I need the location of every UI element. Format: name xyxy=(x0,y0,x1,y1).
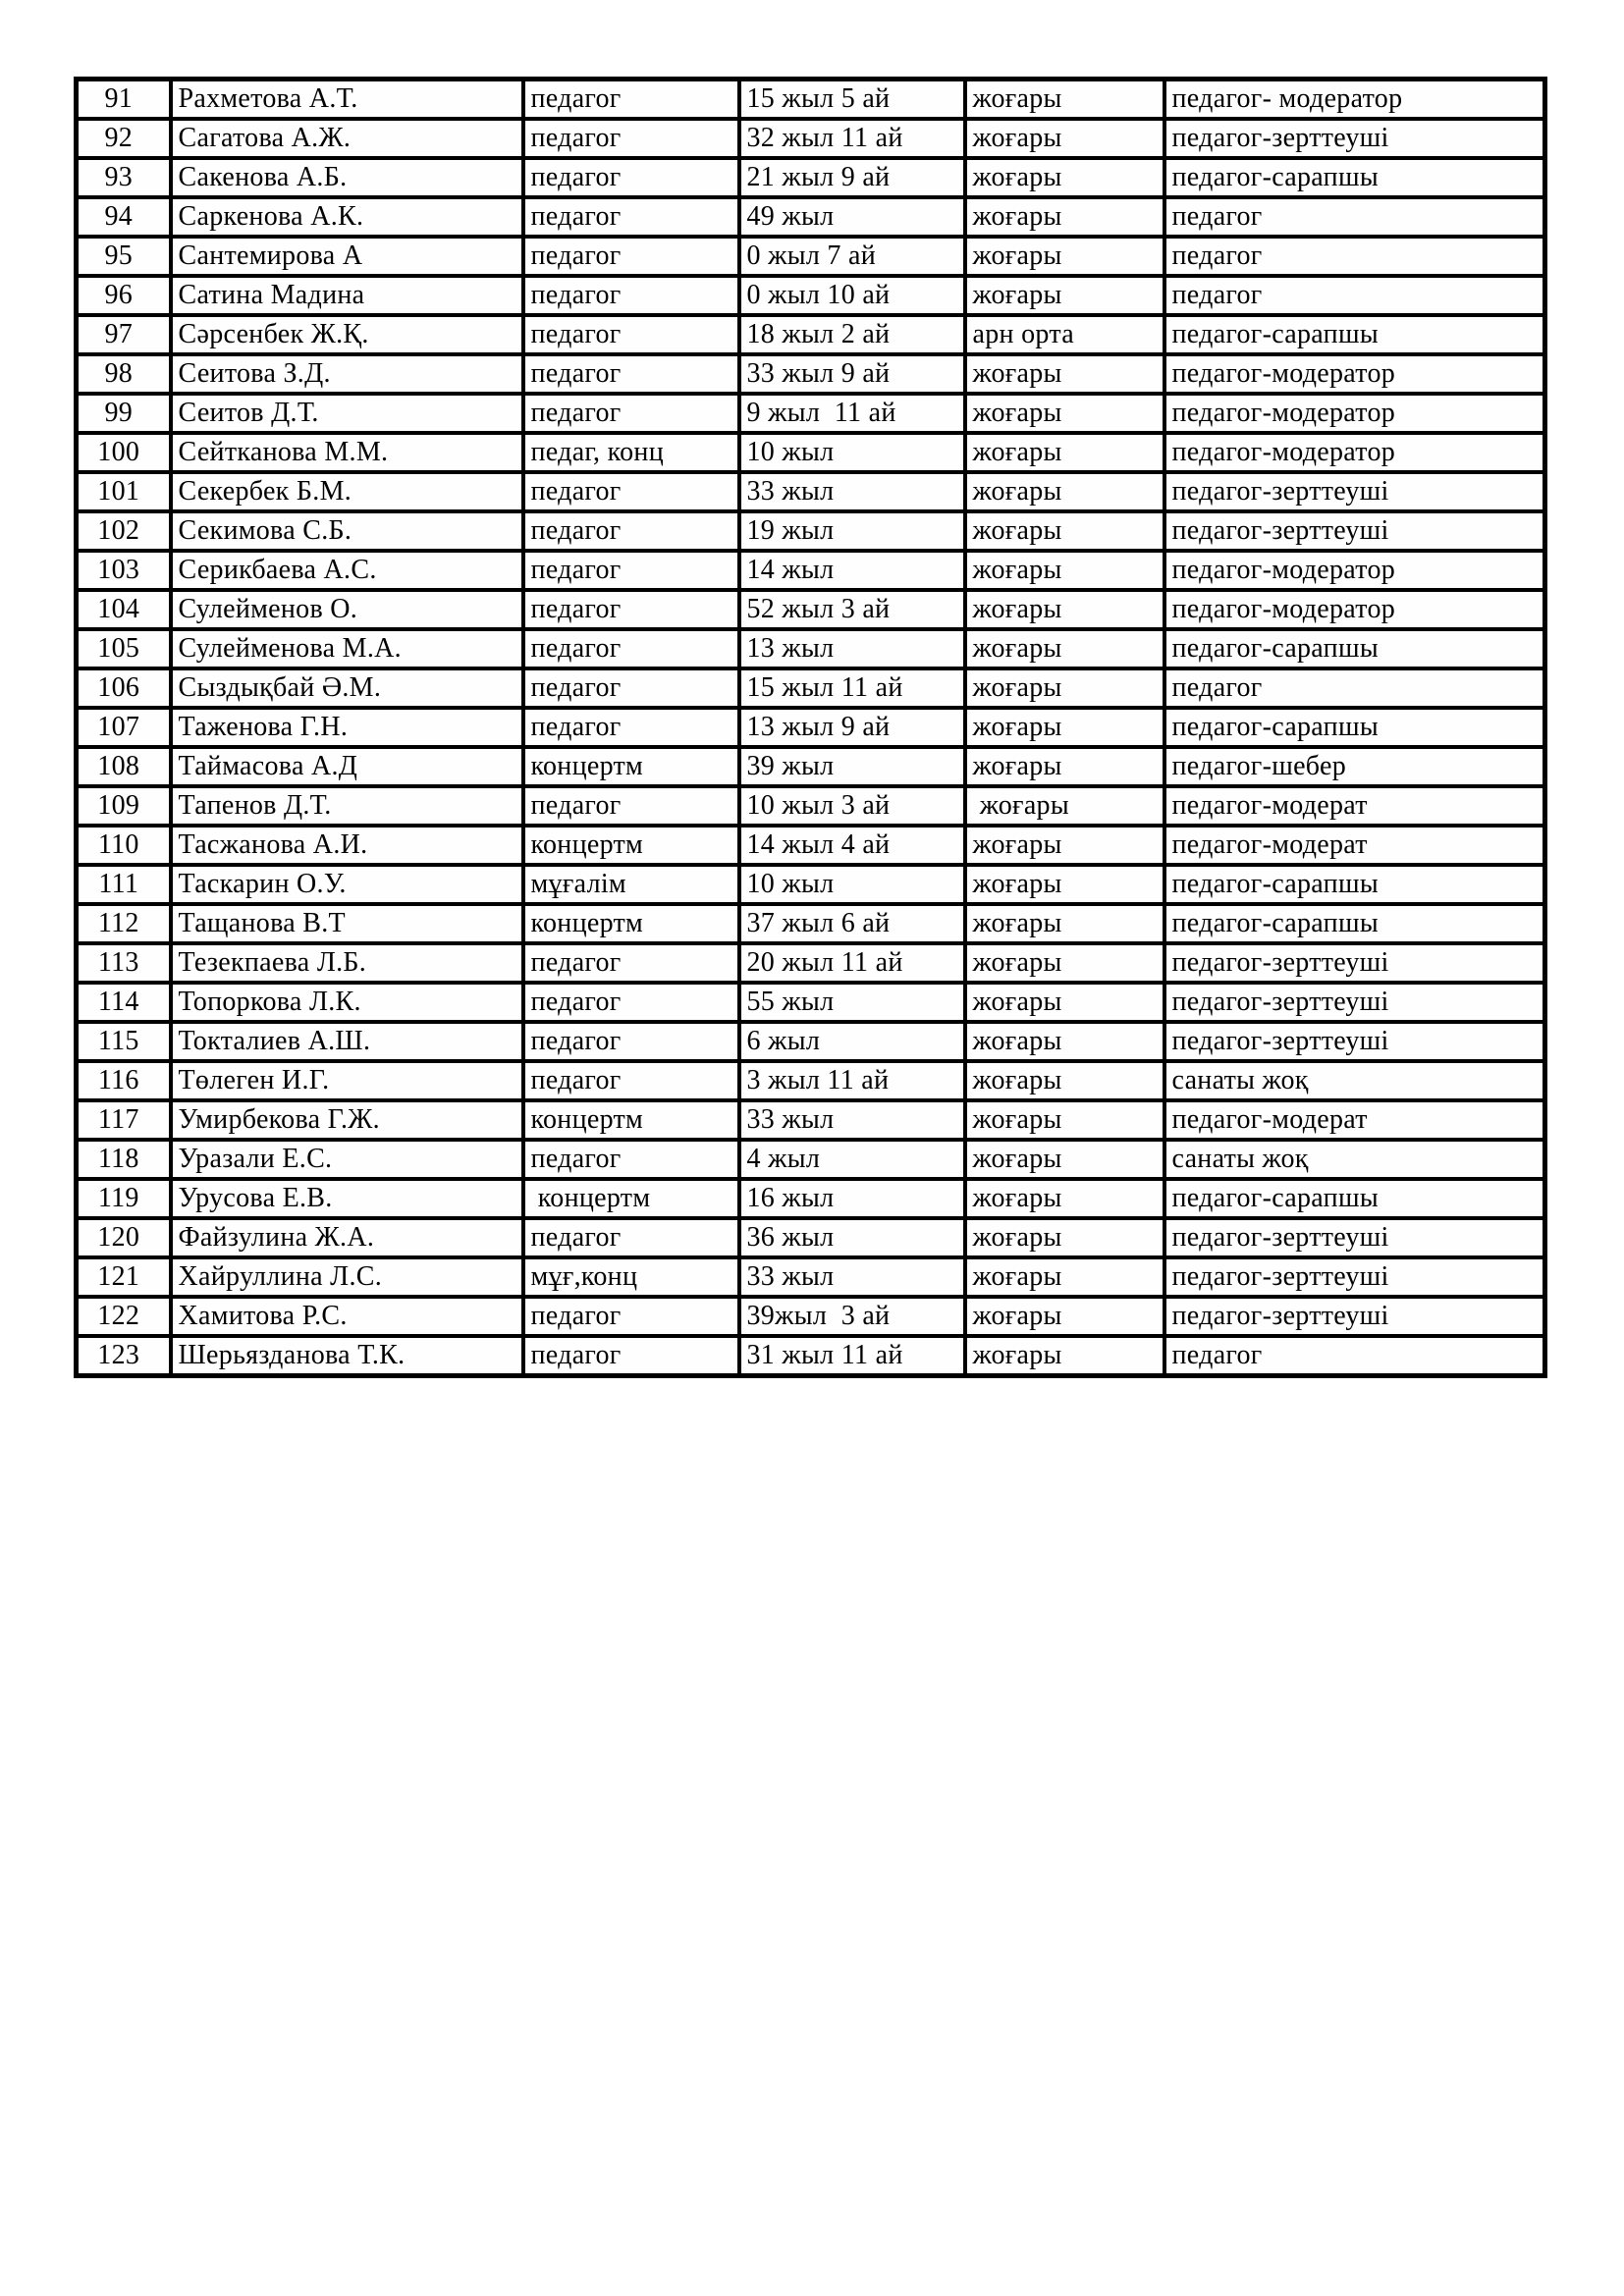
cell-number: 110 xyxy=(77,826,171,865)
cell-experience: 4 жыл xyxy=(739,1140,965,1179)
cell-position: педагог xyxy=(523,943,739,983)
cell-name: Сакенова А.Б. xyxy=(171,158,523,197)
cell-number: 123 xyxy=(77,1336,171,1376)
cell-position: концертм xyxy=(523,1100,739,1140)
cell-category: педагог-сарапшы xyxy=(1164,708,1545,747)
table-row xyxy=(77,943,1545,983)
cell-name: Сантемирова А xyxy=(171,237,523,276)
cell-experience: 0 жыл 7 ай xyxy=(739,237,965,276)
cell-experience: 0 жыл 10 ай xyxy=(739,276,965,315)
cell-position: педагог xyxy=(523,551,739,590)
cell-name: Сатина Мадина xyxy=(171,276,523,315)
cell-category: педагог-шебер xyxy=(1164,747,1545,786)
cell-position: педагог xyxy=(523,237,739,276)
cell-experience: 32 жыл 11 ай xyxy=(739,119,965,158)
cell-number: 121 xyxy=(77,1257,171,1297)
cell-number: 103 xyxy=(77,551,171,590)
cell-experience: 16 жыл xyxy=(739,1179,965,1218)
table-row xyxy=(77,551,1545,590)
cell-name: Серикбаева А.С. xyxy=(171,551,523,590)
cell-position: педагог xyxy=(523,668,739,708)
cell-experience: 14 жыл 4 ай xyxy=(739,826,965,865)
cell-education: жоғары xyxy=(965,197,1164,237)
cell-position: педагог xyxy=(523,119,739,158)
cell-education: жоғары xyxy=(965,1061,1164,1100)
cell-education: жоғары xyxy=(965,1257,1164,1297)
cell-experience: 13 жыл xyxy=(739,629,965,668)
cell-experience: 33 жыл xyxy=(739,1257,965,1297)
table-row xyxy=(77,629,1545,668)
cell-name: Урусова Е.В. xyxy=(171,1179,523,1218)
cell-education: жоғары xyxy=(965,1100,1164,1140)
cell-position: концертм xyxy=(523,747,739,786)
cell-experience: 15 жыл 5 ай xyxy=(739,80,965,120)
cell-experience: 14 жыл xyxy=(739,551,965,590)
cell-category: педагог-модератор xyxy=(1164,354,1545,394)
cell-category: педагог-зерттеуші xyxy=(1164,511,1545,551)
cell-name: Тезекпаева Л.Б. xyxy=(171,943,523,983)
cell-position: педагог xyxy=(523,629,739,668)
cell-education: жоғары xyxy=(965,1140,1164,1179)
cell-number: 115 xyxy=(77,1022,171,1061)
cell-category: педагог-модерат xyxy=(1164,826,1545,865)
cell-name: Сеитова З.Д. xyxy=(171,354,523,394)
table-row xyxy=(77,276,1545,315)
cell-name: Сулейменова М.А. xyxy=(171,629,523,668)
cell-category: педагог xyxy=(1164,276,1545,315)
cell-number: 108 xyxy=(77,747,171,786)
cell-education: жоғары xyxy=(965,904,1164,943)
cell-name: Секимова С.Б. xyxy=(171,511,523,551)
cell-category: педагог-сарапшы xyxy=(1164,865,1545,904)
cell-name: Сеитов Д.Т. xyxy=(171,394,523,433)
cell-education: жоғары xyxy=(965,786,1164,826)
table-row xyxy=(77,1297,1545,1336)
cell-position: педагог xyxy=(523,1297,739,1336)
cell-education: жоғары xyxy=(965,276,1164,315)
cell-name: Рахметова А.Т. xyxy=(171,80,523,120)
cell-position: концертм xyxy=(523,826,739,865)
cell-experience: 37 жыл 6 ай xyxy=(739,904,965,943)
cell-experience: 52 жыл 3 ай xyxy=(739,590,965,629)
cell-education: жоғары xyxy=(965,708,1164,747)
cell-name: Файзулина Ж.А. xyxy=(171,1218,523,1257)
cell-position: педагог xyxy=(523,708,739,747)
cell-number: 111 xyxy=(77,865,171,904)
cell-category: санаты жоқ xyxy=(1164,1140,1545,1179)
cell-education: жоғары xyxy=(965,1297,1164,1336)
cell-number: 117 xyxy=(77,1100,171,1140)
table-row xyxy=(77,865,1545,904)
table-row xyxy=(77,1336,1545,1376)
cell-category: педагог-модератор xyxy=(1164,590,1545,629)
cell-education: жоғары xyxy=(965,1022,1164,1061)
cell-number: 102 xyxy=(77,511,171,551)
cell-education: жоғары xyxy=(965,119,1164,158)
table-row xyxy=(77,1140,1545,1179)
cell-experience: 10 жыл xyxy=(739,865,965,904)
cell-position: педагог xyxy=(523,472,739,511)
cell-education: жоғары xyxy=(965,551,1164,590)
cell-category: педагог-модератор xyxy=(1164,551,1545,590)
table-row xyxy=(77,983,1545,1022)
cell-experience: 33 жыл xyxy=(739,1100,965,1140)
cell-education: жоғары xyxy=(965,668,1164,708)
cell-education: жоғары xyxy=(965,983,1164,1022)
cell-category: педагог-сарапшы xyxy=(1164,315,1545,354)
cell-category: педагог-модератор xyxy=(1164,394,1545,433)
cell-number: 118 xyxy=(77,1140,171,1179)
cell-category: санаты жоқ xyxy=(1164,1061,1545,1100)
cell-name: Таженова Г.Н. xyxy=(171,708,523,747)
cell-number: 120 xyxy=(77,1218,171,1257)
cell-number: 105 xyxy=(77,629,171,668)
cell-number: 99 xyxy=(77,394,171,433)
cell-position: педагог xyxy=(523,315,739,354)
cell-category: педагог- модератор xyxy=(1164,80,1545,120)
cell-category: педагог-зерттеуші xyxy=(1164,119,1545,158)
table-row xyxy=(77,708,1545,747)
cell-name: Сулейменов О. xyxy=(171,590,523,629)
cell-category: педагог-зерттеуші xyxy=(1164,1297,1545,1336)
cell-number: 106 xyxy=(77,668,171,708)
cell-number: 104 xyxy=(77,590,171,629)
cell-position: педагог xyxy=(523,158,739,197)
table-row xyxy=(77,197,1545,237)
table-row xyxy=(77,433,1545,472)
cell-category: педагог-зерттеуші xyxy=(1164,1218,1545,1257)
cell-name: Таймасова А.Д xyxy=(171,747,523,786)
cell-category: педагог-зерттеуші xyxy=(1164,1022,1545,1061)
cell-name: Топоркова Л.К. xyxy=(171,983,523,1022)
cell-number: 98 xyxy=(77,354,171,394)
cell-experience: 10 жыл xyxy=(739,433,965,472)
cell-education: жоғары xyxy=(965,394,1164,433)
cell-education: жоғары xyxy=(965,80,1164,120)
cell-education: жоғары xyxy=(965,511,1164,551)
cell-experience: 20 жыл 11 ай xyxy=(739,943,965,983)
cell-education: жоғары xyxy=(965,354,1164,394)
table-row xyxy=(77,511,1545,551)
cell-education: жоғары xyxy=(965,1218,1164,1257)
cell-category: педагог xyxy=(1164,197,1545,237)
table-row xyxy=(77,1061,1545,1100)
cell-experience: 55 жыл xyxy=(739,983,965,1022)
cell-experience: 3 жыл 11 ай xyxy=(739,1061,965,1100)
cell-position: педагог xyxy=(523,80,739,120)
cell-education: жоғары xyxy=(965,1179,1164,1218)
table-row xyxy=(77,1022,1545,1061)
cell-position: педагог xyxy=(523,394,739,433)
cell-name: Уразали Е.С. xyxy=(171,1140,523,1179)
cell-number: 97 xyxy=(77,315,171,354)
cell-experience: 18 жыл 2 ай xyxy=(739,315,965,354)
cell-position: педагог xyxy=(523,1336,739,1376)
cell-experience: 31 жыл 11 ай xyxy=(739,1336,965,1376)
cell-name: Саркенова А.К. xyxy=(171,197,523,237)
cell-number: 112 xyxy=(77,904,171,943)
table-row xyxy=(77,1100,1545,1140)
cell-category: педагог-модерат xyxy=(1164,786,1545,826)
cell-experience: 36 жыл xyxy=(739,1218,965,1257)
cell-name: Сагатова А.Ж. xyxy=(171,119,523,158)
cell-name: Тащанова В.Т xyxy=(171,904,523,943)
cell-position: педагог xyxy=(523,354,739,394)
table-row xyxy=(77,1179,1545,1218)
cell-name: Сәрсенбек Ж.Қ. xyxy=(171,315,523,354)
cell-category: педагог-зерттеуші xyxy=(1164,1257,1545,1297)
cell-position: педагог xyxy=(523,1022,739,1061)
cell-education: жоғары xyxy=(965,158,1164,197)
cell-number: 122 xyxy=(77,1297,171,1336)
cell-category: педагог-модерат xyxy=(1164,1100,1545,1140)
cell-category: педагог-сарапшы xyxy=(1164,158,1545,197)
cell-experience: 13 жыл 9 ай xyxy=(739,708,965,747)
table-row xyxy=(77,315,1545,354)
cell-education: жоғары xyxy=(965,943,1164,983)
cell-number: 93 xyxy=(77,158,171,197)
cell-education: жоғары xyxy=(965,826,1164,865)
cell-category: педагог-сарапшы xyxy=(1164,629,1545,668)
cell-experience: 33 жыл 9 ай xyxy=(739,354,965,394)
cell-experience: 39 жыл xyxy=(739,747,965,786)
cell-category: педагог xyxy=(1164,1336,1545,1376)
cell-category: педагог-сарапшы xyxy=(1164,904,1545,943)
table-row xyxy=(77,1218,1545,1257)
cell-experience: 33 жыл xyxy=(739,472,965,511)
table-row xyxy=(77,668,1545,708)
table-row xyxy=(77,904,1545,943)
cell-name: Секербек Б.М. xyxy=(171,472,523,511)
table-row xyxy=(77,119,1545,158)
cell-position: мұғалім xyxy=(523,865,739,904)
cell-category: педагог xyxy=(1164,668,1545,708)
cell-education: арн орта xyxy=(965,315,1164,354)
cell-education: жоғары xyxy=(965,747,1164,786)
cell-position: педагог xyxy=(523,1061,739,1100)
cell-name: Төлеген И.Г. xyxy=(171,1061,523,1100)
table-row xyxy=(77,590,1545,629)
cell-category: педагог xyxy=(1164,237,1545,276)
cell-position: педагог xyxy=(523,590,739,629)
cell-name: Сейтканова М.М. xyxy=(171,433,523,472)
table-row xyxy=(77,747,1545,786)
table-row xyxy=(77,394,1545,433)
cell-position: педагог xyxy=(523,1140,739,1179)
cell-number: 116 xyxy=(77,1061,171,1100)
cell-name: Шерьязданова Т.К. xyxy=(171,1336,523,1376)
cell-position: педагог xyxy=(523,1218,739,1257)
cell-position: концертм xyxy=(523,904,739,943)
table-row xyxy=(77,354,1545,394)
cell-number: 109 xyxy=(77,786,171,826)
cell-number: 92 xyxy=(77,119,171,158)
staff-table xyxy=(74,77,1547,1378)
cell-experience: 6 жыл xyxy=(739,1022,965,1061)
cell-name: Сыздықбай Ә.М. xyxy=(171,668,523,708)
cell-name: Хамитова Р.С. xyxy=(171,1297,523,1336)
cell-education: жоғары xyxy=(965,237,1164,276)
cell-education: жоғары xyxy=(965,1336,1164,1376)
cell-category: педагог-зерттеуші xyxy=(1164,983,1545,1022)
cell-number: 91 xyxy=(77,80,171,120)
cell-position: педагог xyxy=(523,983,739,1022)
cell-education: жоғары xyxy=(965,590,1164,629)
cell-experience: 15 жыл 11 ай xyxy=(739,668,965,708)
cell-name: Хайруллина Л.С. xyxy=(171,1257,523,1297)
cell-number: 96 xyxy=(77,276,171,315)
table-row xyxy=(77,826,1545,865)
staff-table-body xyxy=(77,80,1545,1376)
cell-experience: 21 жыл 9 ай xyxy=(739,158,965,197)
cell-category: педагог-зерттеуші xyxy=(1164,943,1545,983)
table-row xyxy=(77,472,1545,511)
cell-position: педагог xyxy=(523,276,739,315)
table-row xyxy=(77,1257,1545,1297)
cell-education: жоғары xyxy=(965,629,1164,668)
cell-experience: 39жыл 3 ай xyxy=(739,1297,965,1336)
cell-name: Таскарин О.У. xyxy=(171,865,523,904)
cell-number: 94 xyxy=(77,197,171,237)
cell-category: педагог-сарапшы xyxy=(1164,1179,1545,1218)
cell-experience: 49 жыл xyxy=(739,197,965,237)
cell-position: педагог xyxy=(523,786,739,826)
cell-name: Тапенов Д.Т. xyxy=(171,786,523,826)
table-row xyxy=(77,80,1545,120)
cell-number: 119 xyxy=(77,1179,171,1218)
cell-number: 100 xyxy=(77,433,171,472)
cell-position: педаг, конц xyxy=(523,433,739,472)
table-row xyxy=(77,158,1545,197)
cell-number: 107 xyxy=(77,708,171,747)
cell-education: жоғары xyxy=(965,433,1164,472)
cell-category: педагог-модератор xyxy=(1164,433,1545,472)
cell-position: концертм xyxy=(523,1179,739,1218)
cell-education: жоғары xyxy=(965,865,1164,904)
cell-position: педагог xyxy=(523,511,739,551)
cell-name: Токталиев А.Ш. xyxy=(171,1022,523,1061)
cell-experience: 19 жыл xyxy=(739,511,965,551)
cell-name: Умирбекова Г.Ж. xyxy=(171,1100,523,1140)
cell-experience: 10 жыл 3 ай xyxy=(739,786,965,826)
cell-number: 101 xyxy=(77,472,171,511)
cell-number: 113 xyxy=(77,943,171,983)
cell-number: 95 xyxy=(77,237,171,276)
cell-number: 114 xyxy=(77,983,171,1022)
table-row xyxy=(77,786,1545,826)
cell-category: педагог-зерттеуші xyxy=(1164,472,1545,511)
cell-name: Тасжанова А.И. xyxy=(171,826,523,865)
cell-education: жоғары xyxy=(965,472,1164,511)
cell-experience: 9 жыл 11 ай xyxy=(739,394,965,433)
table-row xyxy=(77,237,1545,276)
cell-position: мұғ,конц xyxy=(523,1257,739,1297)
cell-position: педагог xyxy=(523,197,739,237)
